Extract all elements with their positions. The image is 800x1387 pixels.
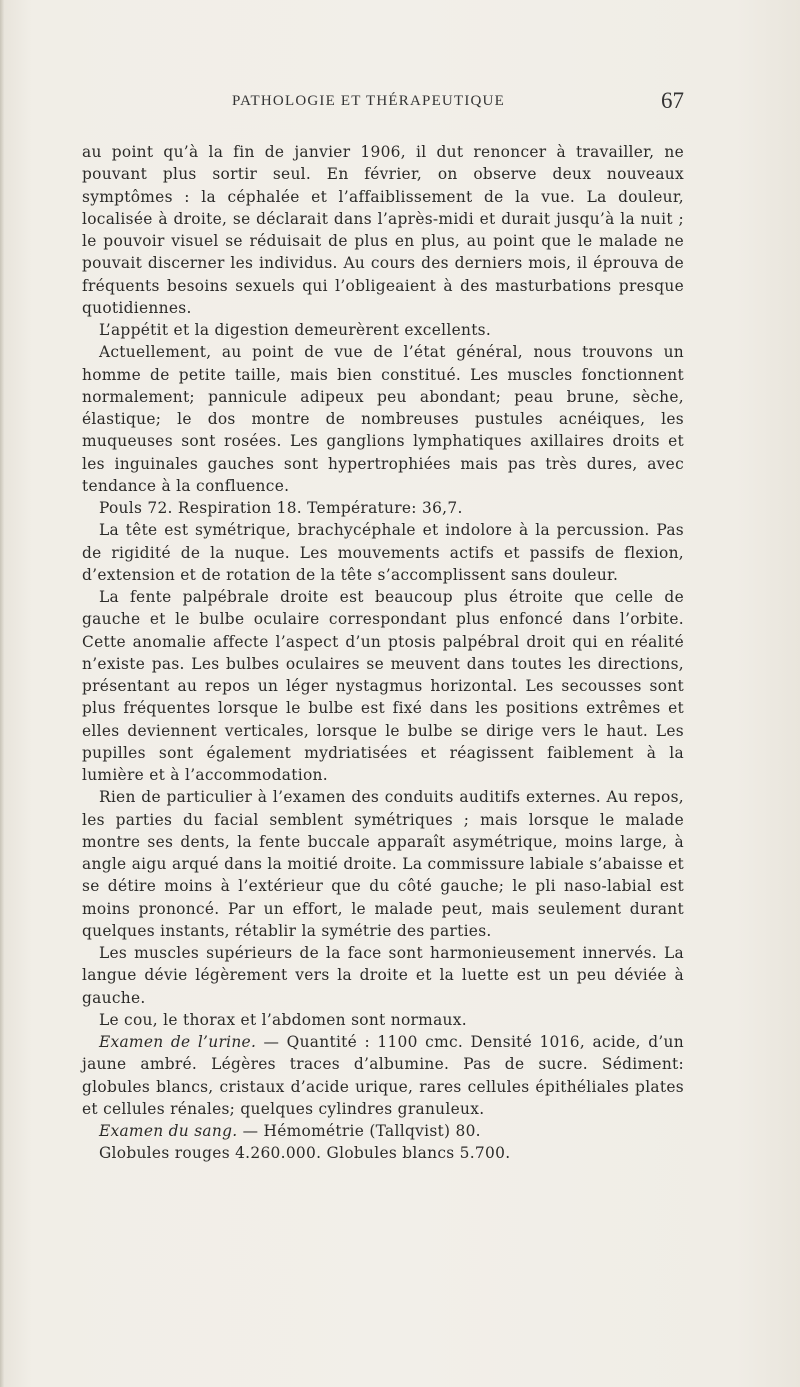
paragraph-urine — [82, 1031, 684, 1120]
paragraph-blood-counts: Globules rouges 4.260.000. Globules blancs 5.700. — [98, 1144, 511, 1163]
paragraph-blood — [82, 1120, 684, 1142]
paragraph-head: La tête est symétrique, brachycéphale et indolore à la percussion. Pas de rigidité de la nuque. Les mouvements actifs et passifs de flexion, d’extension et de rotation de la tête s’accomplissent sans douleur. — [82, 521, 684, 584]
page-edge-shadow — [0, 0, 4, 1387]
blood-label: Examen du sang. — [98, 1122, 238, 1140]
blood-text: — Hémométrie (Tallqvist) 80. — [237, 1122, 481, 1140]
urine-text: — Quantité : 1100 cmc. Densité 1016, acide, d’un jaune ambré. Légères traces d’albumine. Pas de sucre. Sédiment: globules blancs, cristaux d’acide urique, rares cellules épithéliales plates et cellules rénales; quelques cylindres granuleux. — [82, 1033, 684, 1118]
paragraph-facial: Rien de particulier à l’examen des conduits auditifs externes. Au repos, les parties du facial semblent symétriques ; mais lorsque le malade montre ses dents, la fente buccale apparaît asymétrique, moins large, à angle aigu arqué dans la moitié droite. La commissure labiale s’abaisse et se détire moins à l’extérieur que du côté gauche; le pli naso-labial est moins prononcé. Par un effort, le malade peut, mais seulement durant quelques instants, rétablir la symétrie des parties. — [82, 788, 684, 940]
paragraph-general-state: Actuellement, au point de vue de l’état général, nous trouvons un homme de petite taille, mais bien constitué. Les muscles fonctionnent normalement; pannicule adipeux peu abondant; peau brune, sèche, élastique; le dos montre de nombreuses pustules acnéiques, les muqueuses sont rosées. Les ganglions lymphatiques axillaires droits et les inguinales gauches sont hypertrophiées mais pas très dures, avec tendance à la confluence. — [82, 343, 684, 495]
body-text — [82, 141, 684, 1165]
paragraph-vitals: Pouls 72. Respiration 18. Température: 36,7. — [98, 499, 463, 517]
paragraph-face-muscles: Les muscles supérieurs de la face sont harmonieusement innervés. La langue dévie légèrement vers la droite et la luette est un peu déviée à gauche. — [82, 944, 684, 1007]
paragraph-history: au point qu’à la fin de janvier 1906, il dut renoncer à travailler, ne pouvant plus sortir seul. En février, on observe deux nouveaux symptômes : la céphalée et l’affaiblissement de la vue. La douleur, localisée à droite, se déclarait dans l’après-midi et durait jusqu’à la nuit ; le pouvoir visuel se réduisait de plus en plus, au point que le malade ne pouvait discerner les individus. Au cours des derniers mois, il éprouva de fréquents besoins sexuels qui l’obligeaient à des masturbations presque quotidiennes. — [82, 143, 684, 317]
page-header — [82, 88, 684, 120]
urine-label: Examen de l’urine. — [98, 1033, 257, 1051]
paragraph-appetite: L’appétit et la digestion demeurèrent excellents. — [98, 321, 492, 339]
running-title: PATHOLOGIE ET THÉRAPEUTIQUE — [232, 93, 505, 109]
paragraph-neck-thorax: Le cou, le thorax et l’abdomen sont normaux. — [98, 1010, 467, 1029]
page-number: 67 — [661, 88, 684, 113]
paragraph-eyes: La fente palpébrale droite est beaucoup plus étroite que celle de gauche et le bulbe oculaire correspondant plus enfoncé dans l’orbite. Cette anomalie affecte l’aspect d’un ptosis palpébral droit qui en réalité n’existe pas. Les bulbes oculaires se meuvent dans toutes les directions, présentant au repos un léger nystagmus horizontal. Les secousses sont plus fréquentes lorsque le bulbe est fixé dans les positions extrêmes et elles deviennent verticales, lorsque le bulbe se dirige vers le haut. Les pupilles sont également mydriatisées et réagissent faiblement à la lumière et à l’accommodation. — [82, 588, 684, 784]
